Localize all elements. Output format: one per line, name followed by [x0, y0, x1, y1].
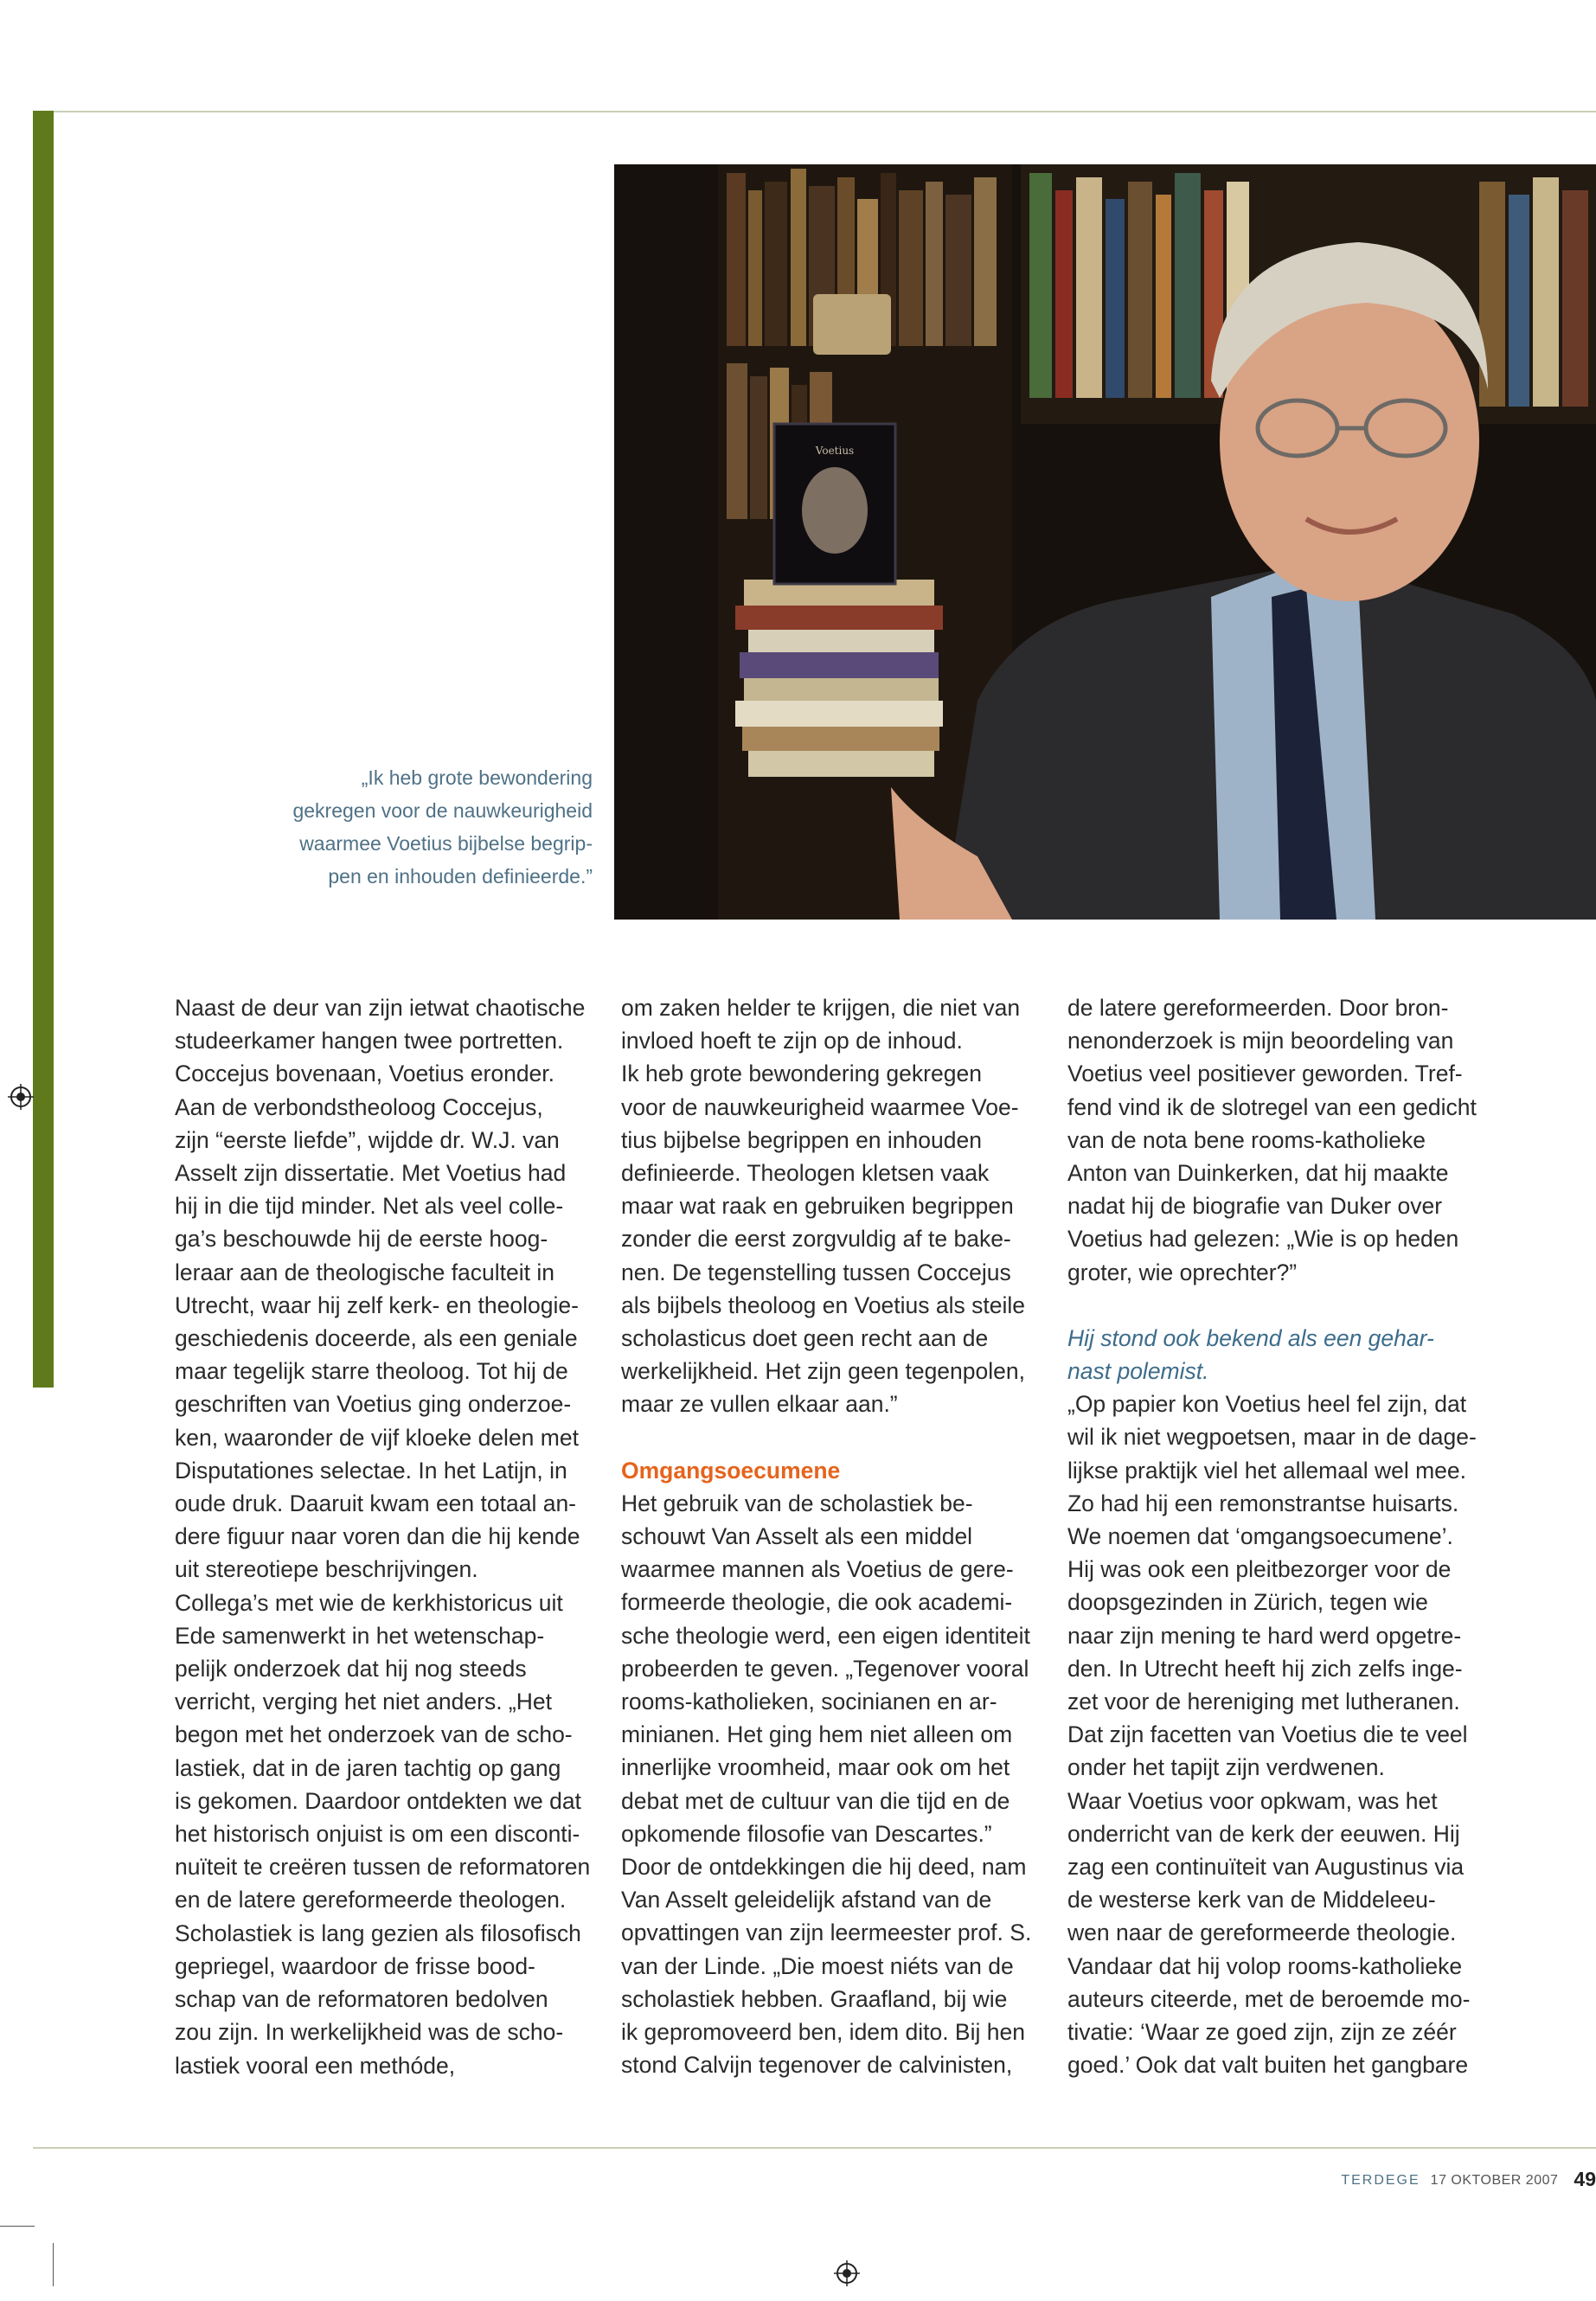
- text-line: en de latere gereformeerde theologen.: [175, 1887, 567, 1913]
- issue-date: 17 OKTOBER 2007: [1430, 2173, 1559, 2188]
- text-line: groter, wie oprechter?”: [1067, 1259, 1298, 1285]
- column-3-body: [1067, 1388, 1477, 2081]
- subheading-omgangsoecumene: Omgangsoecumene: [621, 1457, 841, 1484]
- text-line: goed.’ Ook dat valt buiten het gangbare: [1067, 2052, 1469, 2079]
- text-line: debat met de cultuur van die tijd en de: [621, 1787, 1010, 1814]
- text-line: tivatie: ‘Waar ze goed zijn, zijn ze zéér: [1067, 2019, 1457, 2046]
- text-line: Collega’s met wie de kerkhistoricus uit: [175, 1589, 563, 1616]
- column-3-intro: [1067, 991, 1477, 1289]
- text-line: het historisch onjuist is om een disconti-: [175, 1821, 580, 1848]
- text-line: Het gebruik van de scholastiek be-: [621, 1490, 973, 1516]
- portrait-photo: [614, 164, 1596, 920]
- text-line: nadat hij de biografie van Duker over: [1067, 1193, 1443, 1220]
- text-line: Zo had hij een remonstrantse huisarts.: [1067, 1490, 1459, 1516]
- pull-quote-line: „Ik heb grote bewondering: [361, 766, 593, 789]
- text-line: „Op papier kon Voetius heel fel zijn, dat: [1067, 1391, 1467, 1418]
- text-line: van der Linde. „Die moest niéts van de: [621, 1952, 1014, 1979]
- article-column-3: [1067, 991, 1477, 2082]
- text-line: innerlijke vroomheid, maar ook om het: [621, 1754, 1010, 1781]
- text-line: Voetius had gelezen: „Wie is op heden: [1067, 1226, 1459, 1253]
- text-line: als bijbels theoloog en Voetius als steile: [621, 1292, 1025, 1318]
- crop-mark: [0, 2226, 35, 2227]
- text-line: scholastiek hebben. Graafland, bij wie: [621, 1985, 1008, 2012]
- text-line: is gekomen. Daardoor ontdekten we dat: [175, 1787, 581, 1814]
- text-line: Asselt zijn dissertatie. Met Voetius had: [175, 1160, 567, 1187]
- text-line: invloed hoeft te zijn op de inhoud.: [621, 1028, 963, 1054]
- text-line: probeerden te geven. „Tegenover vooral: [621, 1655, 1029, 1682]
- text-line: Aan de verbondstheoloog Coccejus,: [175, 1093, 543, 1120]
- text-line: ga’s beschouwde hij de eerste hoog-: [175, 1226, 548, 1253]
- text-line: studeerkamer hangen twee portretten.: [175, 1028, 564, 1054]
- text-line: maar ze vullen elkaar aan.”: [621, 1391, 898, 1418]
- text-line: hij in die tijd minder. Net als veel colle-: [175, 1193, 564, 1220]
- text-line: oude druk. Daaruit kwam een totaal an-: [175, 1490, 577, 1517]
- text-line: nuïteit te creëren tussen de reformatoren: [175, 1854, 591, 1881]
- text-line: Waar Voetius voor opkwam, was het: [1067, 1787, 1438, 1814]
- text-line: Hij was ook een pleitbezorger voor de: [1067, 1556, 1452, 1583]
- text-line: Voetius veel positiever geworden. Tref-: [1067, 1061, 1463, 1087]
- text-line: uit stereotiepe beschrijvingen.: [175, 1556, 478, 1583]
- text-line: gepriegel, waardoor de frisse bood-: [175, 1952, 535, 1979]
- text-line: We noemen dat ‘omgangsoecumene’.: [1067, 1523, 1453, 1550]
- text-line: fend vind ik de slotregel van een gedicht: [1067, 1093, 1477, 1120]
- top-rule: [33, 111, 1596, 112]
- text-line: lastiek vooral een methóde,: [175, 2052, 456, 2079]
- page-number: 49: [1574, 2168, 1596, 2190]
- text-line: doopsgezinden in Zürich, tegen wie: [1067, 1589, 1428, 1616]
- text-line: geschriften van Voetius ging onderzoe-: [175, 1391, 572, 1418]
- text-line: scholasticus doet geen recht aan de: [621, 1325, 989, 1352]
- text-line: nenonderzoek is mijn beoordeling van: [1067, 1028, 1454, 1054]
- text-line: waarmee mannen als Voetius de gere-: [621, 1556, 1014, 1583]
- text-line: sche theologie werd, een eigen identiteit: [621, 1622, 1030, 1649]
- text-line: ik gepromoveerd ben, idem dito. Bij hen: [621, 2019, 1025, 2046]
- text-line: formeerde theologie, die ook academi-: [621, 1589, 1013, 1616]
- text-line: zijn “eerste liefde”, wijdde dr. W.J. van: [175, 1126, 560, 1153]
- text-line: onder het tapijt zijn verdwenen.: [1067, 1754, 1385, 1781]
- text-line: werkelijkheid. Het zijn geen tegenpolen,: [621, 1358, 1025, 1385]
- text-line: nen. De tegenstelling tussen Coccejus: [621, 1259, 1011, 1285]
- text-line: Door de ontdekkingen die hij deed, nam: [621, 1854, 1027, 1881]
- text-line: opkomende filosofie van Descartes.”: [621, 1820, 992, 1847]
- text-line: Ede samenwerkt in het wetenschap-: [175, 1622, 545, 1649]
- text-line: om zaken helder te krijgen, die niet van: [621, 995, 1021, 1021]
- text-line: zet voor de hereniging met lutheranen.: [1067, 1689, 1460, 1715]
- crop-mark: [53, 2243, 54, 2286]
- text-line: lastiek, dat in de jaren tachtig op gang: [175, 1754, 561, 1781]
- text-line: Dat zijn facetten van Voetius die te veel: [1067, 1721, 1468, 1748]
- text-line: Coccejus bovenaan, Voetius eronder.: [175, 1061, 555, 1087]
- text-line: auteurs citeerde, met de beroemde mo-: [1067, 1985, 1471, 2012]
- text-line: van de nota bene rooms-katholieke: [1067, 1126, 1426, 1153]
- text-line: Anton van Duinkerken, dat hij maakte: [1067, 1160, 1449, 1187]
- text-line: maar wat raak en gebruiken begrippen: [621, 1193, 1014, 1220]
- text-line: leraar aan de theologische faculteit in: [175, 1259, 555, 1285]
- text-line: stond Calvijn tegenover de calvinisten,: [621, 2052, 1013, 2079]
- text-line: den. In Utrecht heeft hij zich zelfs inge-: [1067, 1655, 1463, 1682]
- text-line: Van Asselt geleidelijk afstand van de: [621, 1887, 992, 1913]
- page-footer: [1341, 2168, 1596, 2191]
- bottom-rule: [33, 2147, 1596, 2149]
- text-line: Utrecht, waar hij zelf kerk- en theologie-: [175, 1292, 579, 1318]
- lead-in-line: Hij stond ook bekend als een gehar-: [1067, 1324, 1434, 1351]
- text-line: definieerde. Theologen kletsen vaak: [621, 1160, 990, 1187]
- text-line: begon met het onderzoek van de scho-: [175, 1721, 573, 1748]
- text-line: zag een continuïteit van Augustinus via: [1067, 1854, 1465, 1881]
- text-line: zou zijn. In werkelijkheid was de scho-: [175, 2019, 564, 2046]
- magazine-name: TERDEGE: [1341, 2173, 1420, 2188]
- column-2-body: [621, 1487, 1031, 2082]
- text-line: schap van de reformatoren bedolven: [175, 1986, 548, 2013]
- column-2-intro: [621, 991, 1031, 1421]
- text-line: dere figuur naar voren dan die hij kende: [175, 1523, 580, 1550]
- text-line: voor de nauwkeurigheid waarmee Voe-: [621, 1093, 1019, 1120]
- text-line: Disputationes selectae. In het Latijn, in: [175, 1457, 567, 1484]
- accent-bar: [33, 111, 54, 1388]
- text-line: Naast de deur van zijn ietwat chaotische: [175, 995, 586, 1021]
- text-line: maar tegelijk starre theoloog. Tot hij de: [175, 1358, 568, 1385]
- text-line: naar zijn mening te hard werd opgetre-: [1067, 1622, 1462, 1649]
- pull-quote: [208, 761, 593, 893]
- pull-quote-line: pen en inhouden definieerde.”: [328, 865, 593, 888]
- text-line: lijkse praktijk viel het allemaal wel mee.: [1067, 1457, 1466, 1484]
- text-line: geschiedenis doceerde, als een geniale: [175, 1325, 578, 1352]
- book-title: Voetius: [815, 445, 855, 457]
- text-line: wen naar de gereformeerde theologie.: [1067, 1920, 1457, 1946]
- text-line: Vandaar dat hij volop rooms-katholieke: [1067, 1952, 1463, 1979]
- text-line: ken, waaronder de vijf kloeke delen met: [175, 1424, 579, 1451]
- paragraph-gap: [1067, 1289, 1477, 1322]
- text-line: schouwt Van Asselt als een middel: [621, 1523, 973, 1550]
- text-line: opvattingen van zijn leermeester prof. S.: [621, 1920, 1032, 1946]
- text-line: de westerse kerk van de Middeleeu-: [1067, 1887, 1436, 1913]
- article-column-1: [175, 991, 590, 2082]
- lead-in-line: nast polemist.: [1067, 1358, 1209, 1385]
- text-line: verricht, verging het niet anders. „Het: [175, 1689, 552, 1715]
- text-line: wil ik niet wegpoetsen, maar in de dage-: [1067, 1424, 1477, 1451]
- registration-mark-icon: [834, 2260, 860, 2286]
- text-line: Ik heb grote bewondering gekregen: [621, 1061, 982, 1087]
- text-line: pelijk onderzoek dat hij nog steeds: [175, 1656, 527, 1682]
- text-line: tius bijbelse begrippen en inhouden: [621, 1126, 982, 1153]
- pull-quote-line: waarmee Voetius bijbelse begrip-: [299, 832, 593, 855]
- text-line: Scholastiek is lang gezien als filosofisch: [175, 1920, 581, 1946]
- text-line: minianen. Het ging hem niet alleen om: [621, 1721, 1013, 1748]
- article-column-2: [621, 991, 1031, 2082]
- text-line: onderricht van de kerk der eeuwen. Hij: [1067, 1820, 1460, 1847]
- registration-mark-icon: [8, 1084, 34, 1110]
- text-line: de latere gereformeerden. Door bron-: [1067, 995, 1449, 1021]
- paragraph-gap: [621, 1421, 1031, 1454]
- text-line: rooms-katholieken, socinianen en ar-: [621, 1689, 997, 1715]
- pull-quote-line: gekregen voor de nauwkeurigheid: [292, 799, 593, 822]
- text-line: zonder die eerst zorgvuldig af te bake-: [621, 1226, 1011, 1253]
